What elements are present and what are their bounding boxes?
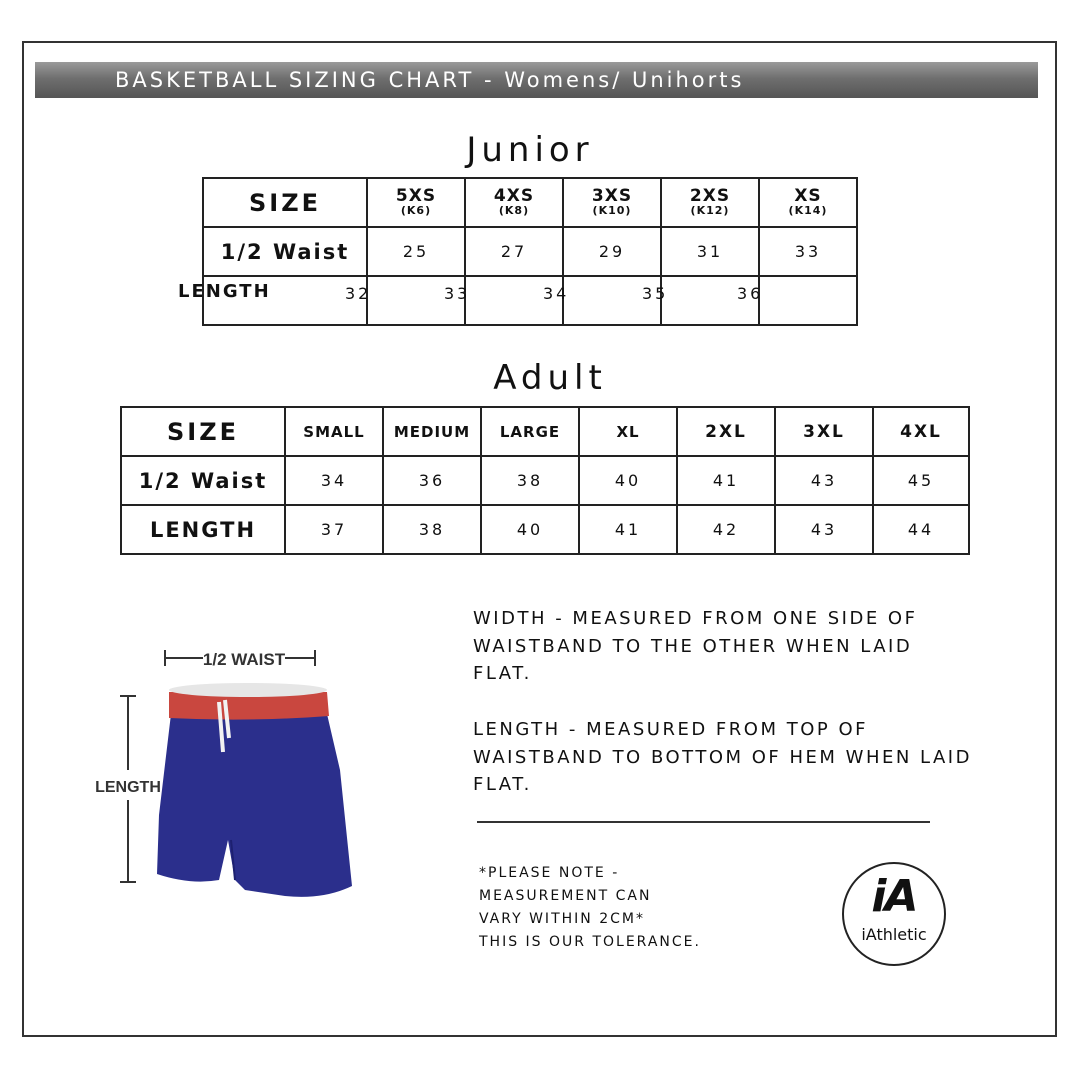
size-sublabel: (K8) — [498, 204, 530, 217]
banner-title: BASKETBALL SIZING CHART - Womens/ Unihorts — [115, 68, 745, 92]
junior-size-cell — [563, 178, 661, 227]
junior-waist-value: 33 — [759, 227, 857, 276]
size-sublabel: (K6) — [400, 204, 432, 217]
chart-banner — [35, 62, 1038, 98]
adult-waist-value: 34 — [285, 456, 383, 505]
length-description: LENGTH - MEASURED FROM TOP OF WAISTBAND TO BOTTOM OF HEM WHEN LAID FLAT. — [473, 719, 972, 795]
junior-title: Junior — [466, 130, 594, 170]
adult-length-label: LENGTH — [121, 505, 285, 554]
junior-size-cell — [759, 178, 857, 227]
width-description: WIDTH - MEASURED FROM ONE SIDE OF WAISTBAND TO THE OTHER WHEN LAID FLAT. — [473, 608, 918, 684]
waist-measure-label: 1/2 WAIST — [202, 650, 286, 669]
logo-text: iAthletic — [861, 925, 927, 944]
adult-waist-value: 45 — [873, 456, 969, 505]
adult-waist-value: 36 — [383, 456, 481, 505]
logo-mark: iA — [871, 871, 917, 922]
adult-length-value: 40 — [481, 505, 579, 554]
adult-waist-value: 43 — [775, 456, 873, 505]
size-label: 5XS — [395, 186, 437, 206]
note-line: *PLEASE NOTE - — [479, 865, 620, 881]
size-sublabel: (K10) — [592, 204, 632, 217]
size-label: 3XS — [591, 186, 633, 206]
adult-waist-value: 40 — [579, 456, 677, 505]
tolerance-note — [479, 862, 701, 954]
note-line: MEASUREMENT CAN — [479, 888, 652, 904]
adult-waist-value: 41 — [677, 456, 775, 505]
junior-length-value: 35 — [642, 284, 669, 303]
adult-length-value: 43 — [775, 505, 873, 554]
adult-length-value: 42 — [677, 505, 775, 554]
adult-waist-value: 38 — [481, 456, 579, 505]
junior-size-table — [202, 177, 858, 326]
adult-size-cell: 4XL — [873, 407, 969, 456]
junior-length-cell — [759, 276, 857, 325]
junior-header-row — [203, 178, 857, 227]
adult-size-cell: LARGE — [481, 407, 579, 456]
junior-size-cell — [367, 178, 465, 227]
adult-length-value: 41 — [579, 505, 677, 554]
adult-length-value: 44 — [873, 505, 969, 554]
adult-size-table — [120, 406, 970, 555]
shorts-diagram — [95, 640, 365, 910]
junior-size-cell — [661, 178, 759, 227]
iathletic-logo — [842, 862, 946, 966]
junior-length-value: 32 — [345, 284, 372, 303]
adult-title: Adult — [493, 358, 607, 398]
junior-waist-value: 25 — [367, 227, 465, 276]
adult-size-header: SIZE — [121, 407, 285, 456]
divider — [477, 821, 930, 823]
adult-size-cell: SMALL — [285, 407, 383, 456]
adult-size-cell: 3XL — [775, 407, 873, 456]
junior-size-header: SIZE — [203, 178, 367, 227]
junior-length-value: 36 — [737, 284, 764, 303]
junior-length-label: LENGTH — [178, 281, 271, 302]
note-line: THIS IS OUR TOLERANCE. — [479, 934, 701, 950]
adult-size-cell: 2XL — [677, 407, 775, 456]
waistband-top — [169, 683, 327, 697]
junior-length-value: 34 — [543, 284, 570, 303]
junior-waist-label: 1/2 Waist — [203, 227, 367, 276]
junior-waist-value: 29 — [563, 227, 661, 276]
adult-length-row — [121, 505, 969, 554]
size-sublabel: (K12) — [690, 204, 730, 217]
note-line: VARY WITHIN 2CM* — [479, 911, 645, 927]
adult-waist-row — [121, 456, 969, 505]
junior-length-value: 33 — [444, 284, 471, 303]
adult-length-value: 38 — [383, 505, 481, 554]
size-label: 4XS — [493, 186, 535, 206]
adult-header-row — [121, 407, 969, 456]
junior-waist-value: 31 — [661, 227, 759, 276]
length-measure-label: LENGTH — [95, 779, 161, 796]
size-sublabel: (K14) — [788, 204, 828, 217]
size-label: XS — [794, 186, 822, 206]
adult-length-value: 37 — [285, 505, 383, 554]
shorts-body — [157, 714, 352, 897]
junior-size-cell — [465, 178, 563, 227]
adult-size-cell: XL — [579, 407, 677, 456]
size-label: 2XS — [689, 186, 731, 206]
junior-waist-row — [203, 227, 857, 276]
junior-waist-value: 27 — [465, 227, 563, 276]
adult-waist-label: 1/2 Waist — [121, 456, 285, 505]
adult-size-cell: MEDIUM — [383, 407, 481, 456]
